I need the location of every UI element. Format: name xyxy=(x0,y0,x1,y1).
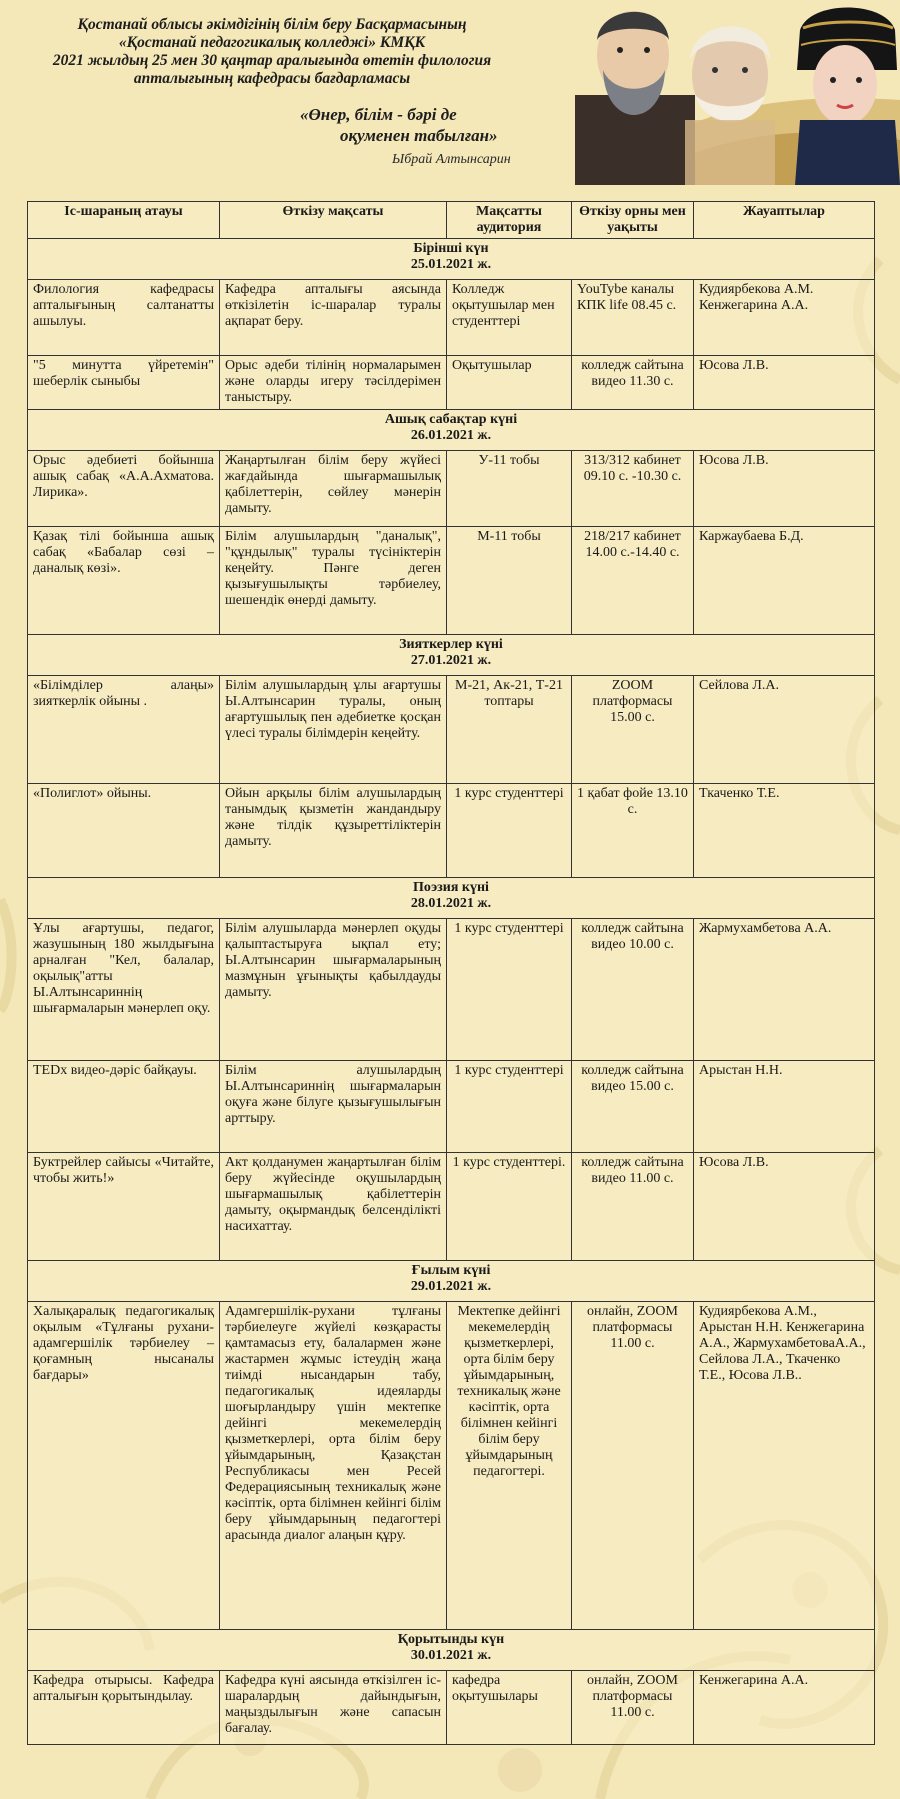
goal-cell: Акт қолданумен жаңартылған білім беру жүйесінде оқушылардың шығармашылық қабілеттерін дамыту, оқырмандық белсенділікті насихаттау. xyxy=(220,1153,447,1261)
event-cell: Ұлы ағартушы, педагог, жазушының 180 жылдығына арналған "Кел, балалар, оқылық"атты Ы.Алтынсариннің шығармаларын мәнерлеп оқу. xyxy=(28,919,220,1061)
table-row xyxy=(28,919,875,1061)
responsible-cell: Кудиярбекова А.М. Кенжегарина А.А. xyxy=(694,280,875,356)
event-cell: Қазақ тілі бойынша ашық сабақ «Бабалар сөзі – даналық көзі». xyxy=(28,527,220,635)
day-header-row xyxy=(28,239,875,280)
document-title xyxy=(12,16,532,88)
column-header: Мақсатты аудитория xyxy=(447,202,572,239)
event-cell: «Полиглот» ойыны. xyxy=(28,784,220,878)
goal-cell: Білім алушылардың ұлы ағартушы Ы.Алтынсарин туралы, оның ағартушылық пен әдебиетке қосқан үлесі туралы білімдерін кеңейту. xyxy=(220,676,447,784)
place-cell: колледж сайтына видео 11.30 с. xyxy=(572,356,694,410)
responsible-cell: Юсова Л.В. xyxy=(694,356,875,410)
day-name: Қорытынды күн xyxy=(397,1632,505,1647)
schedule-table xyxy=(27,201,875,1745)
day-date: 30.01.2021 ж. xyxy=(410,1648,492,1663)
table-row xyxy=(28,1671,875,1745)
title-line: «Қостанай педагогикалық колледжі» КМҚК xyxy=(118,34,426,51)
day-header-row xyxy=(28,1261,875,1302)
day-date: 29.01.2021 ж. xyxy=(410,1279,492,1294)
event-cell: "5 минутта үйретемін" шеберлік сыныбы xyxy=(28,356,220,410)
responsible-cell: Арыстан Н.Н. xyxy=(694,1061,875,1153)
table-row xyxy=(28,1302,875,1630)
table-row xyxy=(28,527,875,635)
table-row xyxy=(28,1153,875,1261)
audience-cell: У-11 тобы xyxy=(447,451,572,527)
responsible-cell: Каржаубаева Б.Д. xyxy=(694,527,875,635)
audience-cell: 1 курс студенттері xyxy=(447,1061,572,1153)
goal-cell: Кафедра апталығы аясында өткізілетін іс-шаралар туралы ақпарат беру. xyxy=(220,280,447,356)
title-line: Қостанай облысы әкімдігінің білім беру Басқармасының xyxy=(77,16,467,33)
day-header-row xyxy=(28,878,875,919)
column-header: Өткізу орны мен уақыты xyxy=(572,202,694,239)
event-cell: Буктрейлер сайысы «Читайте, чтобы жить!» xyxy=(28,1153,220,1261)
audience-cell: 1 курс студенттері xyxy=(447,784,572,878)
audience-cell: Оқытушылар xyxy=(447,356,572,410)
place-cell: колледж сайтына видео 15.00 с. xyxy=(572,1061,694,1153)
document-header xyxy=(0,0,900,200)
day-header-row xyxy=(28,410,875,451)
goal-cell: Адамгершілік-рухани тұлғаны тәрбиелеуге жүйелі көзқарасты қамтамасыз ету, балалармен және жастармен жұмыс істеудің жаңа тиімді нысандарын табу, педагогикалық идеяларды шоғырландыру үшін мектепке дейінгі мекемелердің қызметкерлері, орта білім беру ұйымдарының, Қазақстан Республикасы мен Ресей Федерациясының техникалық және кәсіптік, орта білімнен кейінгі білім беру ұйымдарының педагогтері арасында диалог алаңын құру. xyxy=(220,1302,447,1630)
responsible-cell: Юсова Л.В. xyxy=(694,1153,875,1261)
audience-cell: 1 курс студенттері xyxy=(447,919,572,1061)
table-row xyxy=(28,451,875,527)
goal-cell: Білім алушылардың Ы.Алтынсариннің шығармаларын оқуға және білуге қызығушылығын арттыру. xyxy=(220,1061,447,1153)
place-cell: онлайн, ZOOM платформасы 11.00 с. xyxy=(572,1302,694,1630)
place-cell: колледж сайтына видео 10.00 с. xyxy=(572,919,694,1061)
place-cell: 313/312 кабинет 09.10 с. -10.30 с. xyxy=(572,451,694,527)
table-header-row xyxy=(28,202,875,239)
column-header: Өткізу мақсаты xyxy=(220,202,447,239)
title-line: 2021 жылдың 25 мен 30 қаңтар аралығында өтетін филология xyxy=(52,52,492,69)
goal-cell: Орыс әдеби тілінің нормаларымен және оларды игеру тәсілдерімен таныстыру. xyxy=(220,356,447,410)
audience-cell: Мектепке дейінгі мекемелердің қызметкерлері, орта білім беру ұйымдарының, техникалық және кәсіптік, орта білімнен кейінгі білім беру ұйымдарының педагогтері. xyxy=(447,1302,572,1630)
table-row xyxy=(28,676,875,784)
day-name: Ашық сабақтар күні xyxy=(384,412,518,427)
responsible-cell: Сейлова Л.А. xyxy=(694,676,875,784)
portraits-illustration xyxy=(575,0,900,185)
audience-cell: 1 курс студенттері. xyxy=(447,1153,572,1261)
table-row xyxy=(28,1061,875,1153)
audience-cell: М-21, Ак-21, Т-21 топтары xyxy=(447,676,572,784)
day-date: 26.01.2021 ж. xyxy=(410,428,492,443)
quote-line: «Өнер, білім - бәрі де xyxy=(300,105,457,124)
goal-cell: Жаңартылған білім беру жүйесі жағдайында шығармашылық қабілеттерін, сөйлеу мәнерін дамыту. xyxy=(220,451,447,527)
epigraph-quote xyxy=(300,104,560,146)
day-header-row xyxy=(28,1630,875,1671)
event-cell: Кафедра отырысы. Кафедра апталығын қорытындылау. xyxy=(28,1671,220,1745)
event-cell: Орыс әдебиеті бойынша ашық сабақ «А.А.Ахматова. Лирика». xyxy=(28,451,220,527)
responsible-cell: Жармухамбетова А.А. xyxy=(694,919,875,1061)
table-row xyxy=(28,280,875,356)
goal-cell: Кафедра күні аясында өткізілген іс-шаралардың дайындығын, маңыздылығын және сапасын бағалау. xyxy=(220,1671,447,1745)
day-name: Бірінші күн xyxy=(413,241,489,256)
place-cell: YouTybe каналы КПК life 08.45 с. xyxy=(572,280,694,356)
day-date: 28.01.2021 ж. xyxy=(410,896,492,911)
table-row xyxy=(28,356,875,410)
goal-cell: Білім алушылардың "даналық", "құндылық" туралы түсініктерін кеңейту. Пәнге деген қызығушылықты тәрбиелеу, шешендік өнерді дамыту. xyxy=(220,527,447,635)
day-header-row xyxy=(28,635,875,676)
event-cell: TEDx видео-дәріс байқауы. xyxy=(28,1061,220,1153)
title-line: апталығының кафедрасы бағдарламасы xyxy=(133,70,411,87)
table-row xyxy=(28,784,875,878)
column-header: Іс-шараның атауы xyxy=(28,202,220,239)
event-cell: «Білімділер алаңы» зияткерлік ойыны . xyxy=(28,676,220,784)
place-cell: 218/217 кабинет 14.00 с.-14.40 с. xyxy=(572,527,694,635)
place-cell: ZOOM платформасы 15.00 с. xyxy=(572,676,694,784)
day-name: Зияткерлер күні xyxy=(399,637,503,652)
goal-cell: Ойын арқылы білім алушылардың танымдық қызметін жандандыру және тілдік құзыреттіліктерін дамыту. xyxy=(220,784,447,878)
day-date: 27.01.2021 ж. xyxy=(410,653,492,668)
quote-line: оқуменен табылған» xyxy=(340,126,498,145)
place-cell: 1 қабат фойе 13.10 с. xyxy=(572,784,694,878)
audience-cell: кафедра оқытушылары xyxy=(447,1671,572,1745)
goal-cell: Білім алушыларда мәнерлеп оқуды қалыптастыруға ықпал ету; Ы.Алтынсарин шығармаларының мазмұнын ұғынықты қабылдауды дамыту. xyxy=(220,919,447,1061)
day-name: Поэзия күні xyxy=(413,880,489,895)
day-date: 25.01.2021 ж. xyxy=(410,257,492,272)
event-cell: Филология кафедрасы апталығының салтанатты ашылуы. xyxy=(28,280,220,356)
responsible-cell: Ткаченко Т.Е. xyxy=(694,784,875,878)
quote-author: Ыбрай Алтынсарин xyxy=(392,152,511,167)
column-header: Жауаптылар xyxy=(694,202,875,239)
responsible-cell: Кудиярбекова А.М., Арыстан Н.Н. Кенжегарина А.А., ЖармухамбетоваА.А., Сейлова Л.А., Ткаченко Т.Е., Юсова Л.В.. xyxy=(694,1302,875,1630)
responsible-cell: Кенжегарина А.А. xyxy=(694,1671,875,1745)
responsible-cell: Юсова Л.В. xyxy=(694,451,875,527)
event-cell: Халықаралық педагогикалық оқылым «Тұлғаны рухани-адамгершілік тәрбиелеу – қоғамның нысаналы бағдары» xyxy=(28,1302,220,1630)
place-cell: колледж сайтына видео 11.00 с. xyxy=(572,1153,694,1261)
place-cell: онлайн, ZOOM платформасы 11.00 с. xyxy=(572,1671,694,1745)
day-name: Ғылым күні xyxy=(411,1263,491,1278)
audience-cell: Колледж оқытушылар мен студенттері xyxy=(447,280,572,356)
audience-cell: М-11 тобы xyxy=(447,527,572,635)
